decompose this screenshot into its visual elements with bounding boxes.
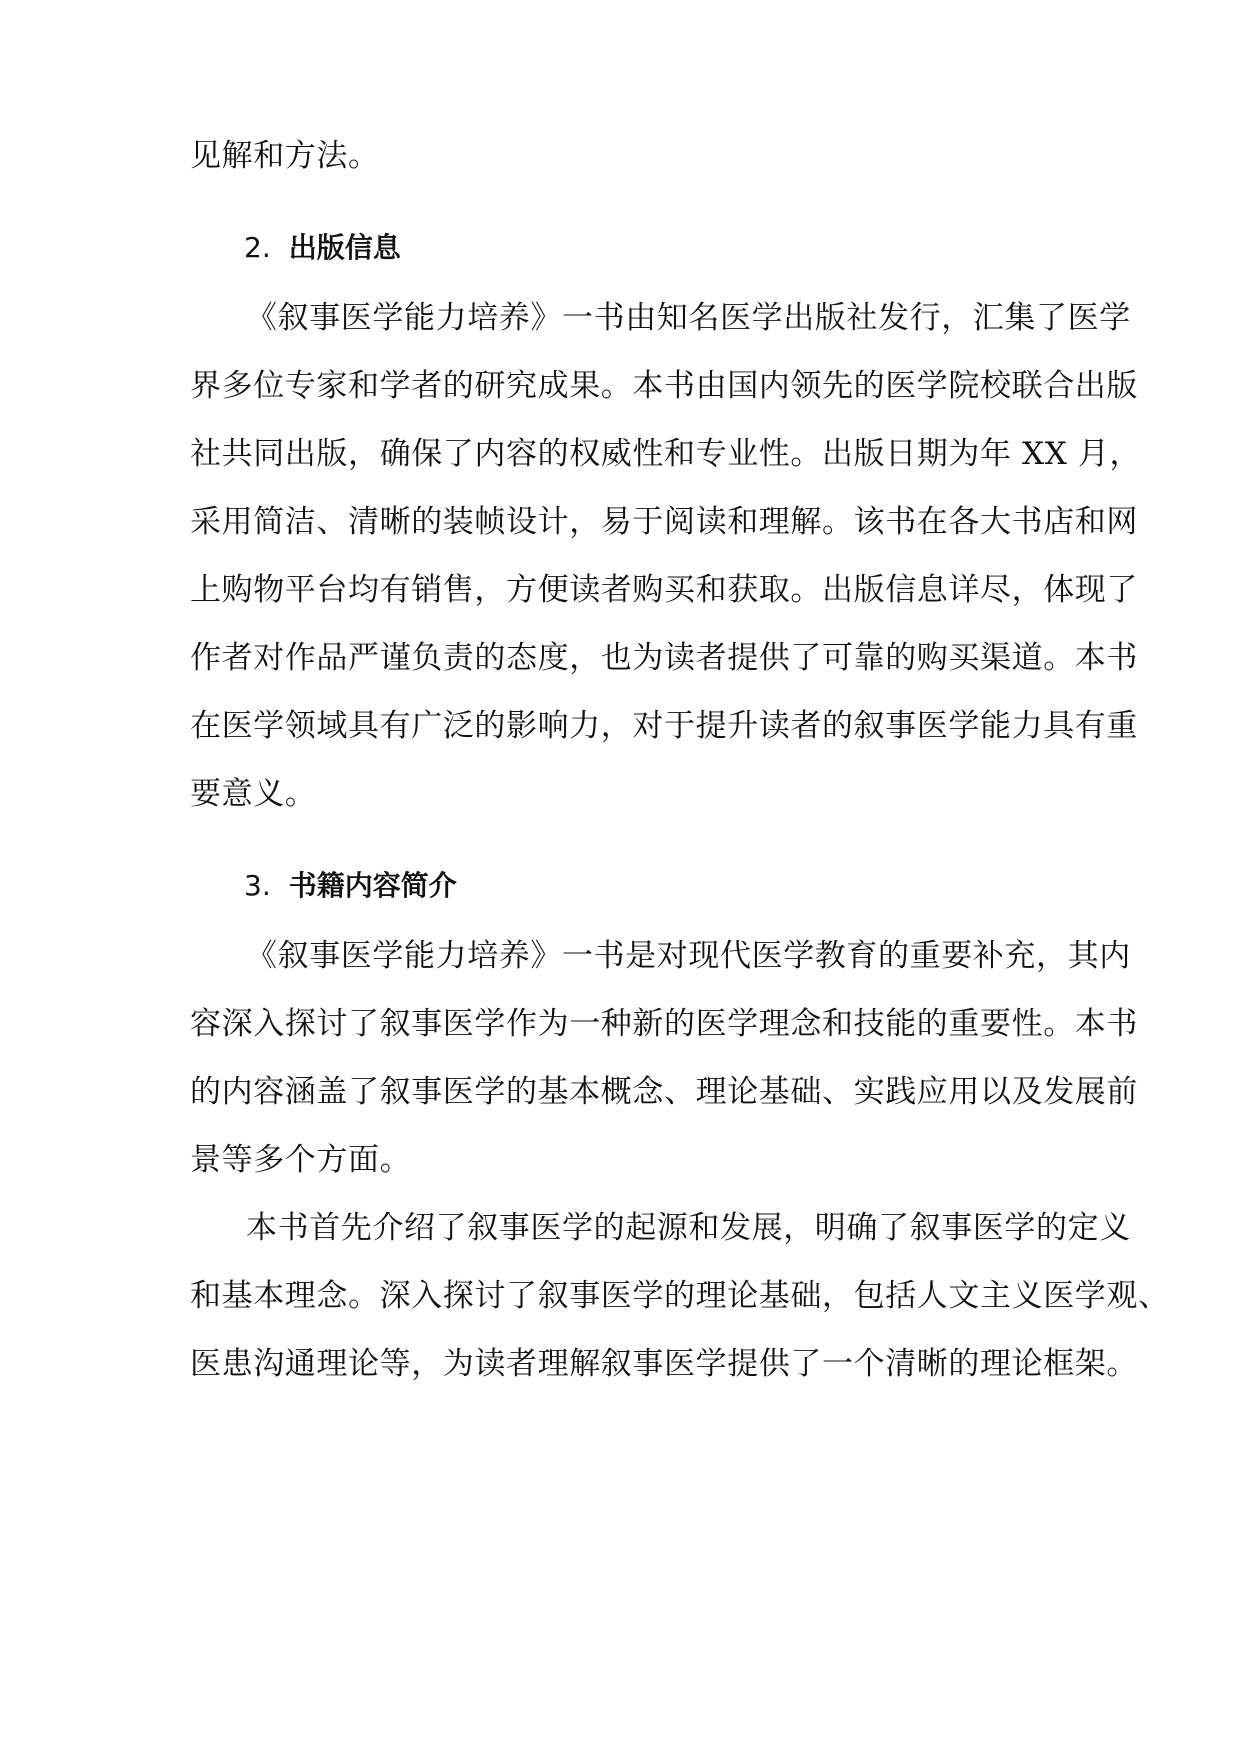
paragraph-line: 《叙事医学能力培养》一书是对现代医学教育的重要补充，其内 [246,938,1131,974]
paragraph-line: 作者对作品严谨负责的态度，也为读者提供了可靠的购买渠道。本书 [190,640,1138,676]
paragraph-line: 见解和方法。 [190,138,380,174]
paragraph-line: 采用简洁、清晰的装帧设计，易于阅读和理解。该书在各大书店和网 [190,504,1138,540]
paragraph-line: 容深入探讨了叙事医学作为一种新的医学理念和技能的重要性。本书 [190,1006,1138,1042]
paragraph-line: 社共同出版，确保了内容的权威性和专业性。出版日期为年 XX 月， [190,436,1142,472]
paragraph-line: 的内容涵盖了叙事医学的基本概念、理论基础、实践应用以及发展前 [190,1074,1138,1110]
paragraph-line: 本书首先介绍了叙事医学的起源和发展，明确了叙事医学的定义 [246,1210,1131,1246]
section-heading-content-summary [244,866,457,906]
paragraph-line: 和基本理念。深入探讨了叙事医学的理论基础，包括人文主义医学观、 [190,1278,1170,1314]
section-number: 3. [244,869,271,902]
paragraph-line: 上购物平台均有销售，方便读者购买和获取。出版信息详尽，体现了 [190,572,1138,608]
paragraph-line: 《叙事医学能力培养》一书由知名医学出版社发行，汇集了医学 [246,300,1131,336]
paragraph-line: 在医学领域具有广泛的影响力，对于提升读者的叙事医学能力具有重 [190,708,1138,744]
section-number: 2. [244,231,271,264]
section-title: 书籍内容简介 [288,869,457,902]
paragraph-line: 要意义。 [190,776,317,812]
paragraph-line: 医患沟通理论等，为读者理解叙事医学提供了一个清晰的理论框架。 [190,1346,1138,1382]
section-heading-publication [244,228,401,268]
section-title: 出版信息 [288,231,401,264]
paragraph-line: 界多位专家和学者的研究成果。本书由国内领先的医学院校联合出版 [190,368,1138,404]
paragraph-line: 景等多个方面。 [190,1142,412,1178]
